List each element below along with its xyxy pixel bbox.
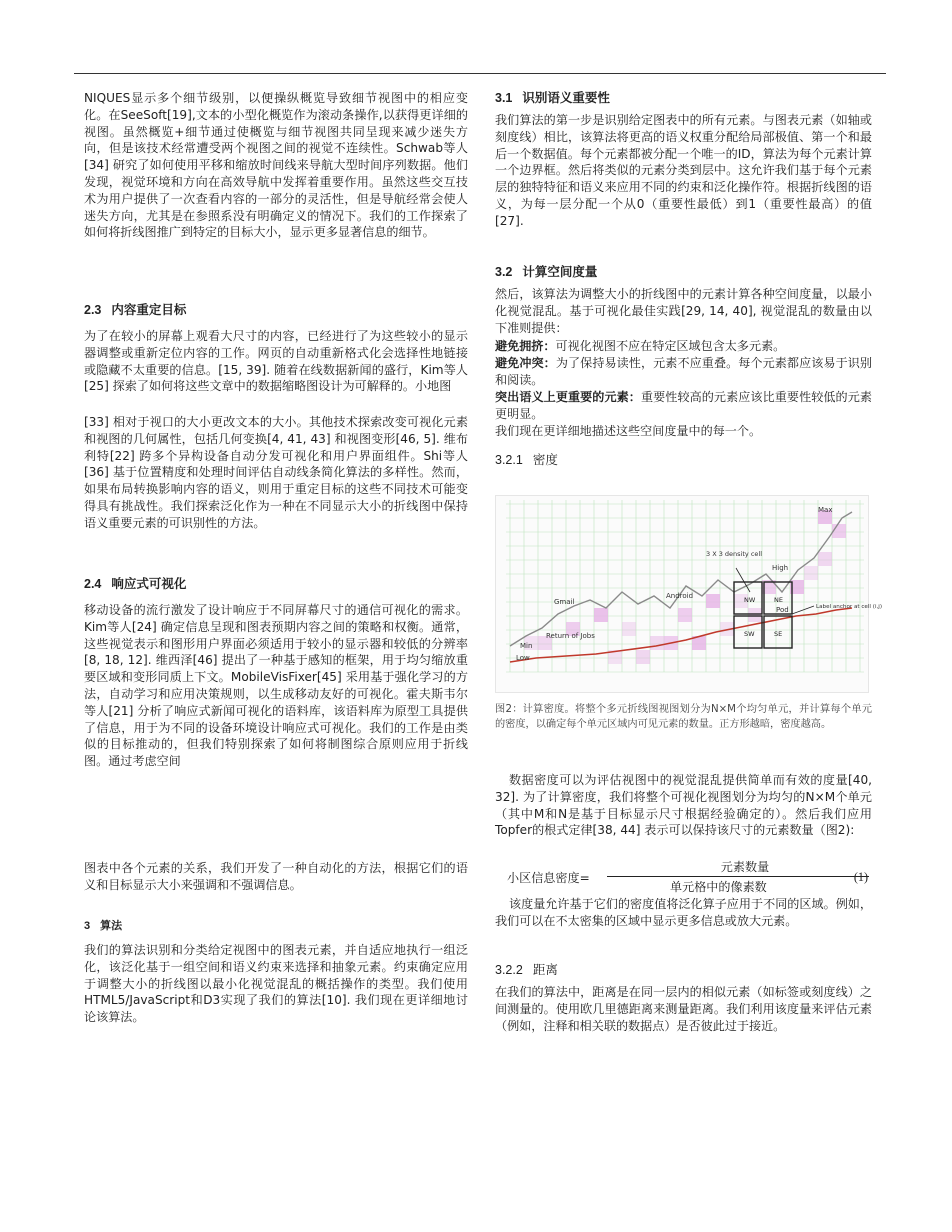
label-max: Max (818, 506, 833, 514)
equation-numerator: 元素数量 (720, 860, 770, 874)
label-density-cell: 3 X 3 density cell (706, 550, 763, 558)
equation-1 (495, 858, 872, 898)
density-cell (636, 650, 650, 664)
rule-avoid-crowding (495, 338, 872, 355)
section-title: 密度 (532, 453, 558, 467)
rule-body: 重要性较高的元素应该比重要性较低的元素更明显。 (495, 390, 872, 421)
label-return-of-jobs: Return of Jobs (546, 632, 595, 640)
density-cell (748, 608, 762, 622)
section-number: 3.2.1 (495, 453, 523, 467)
density-cell (818, 552, 832, 566)
rule-head: 突出语义上更重要的元素： (495, 390, 641, 404)
rule-head: 避免拥挤： (495, 339, 556, 353)
grid-lines (506, 500, 864, 672)
section-number: 2.3 (84, 303, 102, 317)
section-title: 识别语义重要性 (522, 91, 610, 105)
label-sw: SW (744, 630, 755, 638)
equation-number: (1) (853, 870, 868, 884)
label-android: Android (666, 592, 694, 600)
density-figure-graphic (496, 496, 883, 692)
section-2-4-paragraph: 移动设备的流行激发了设计响应于不同屏幕尺寸的通信可视化的需求。Kim等人[24] 确定信息呈现和图表预期内容之间的策略和权衡。通常，这些视觉表示和图形用户界面必须适用于较小的显示器和较低的分辨率[8, 18, 12]. 维西泽[46] 提出了一种基于感知的框架，用于均匀缩放重要区域和变形同质上下文。MobileVisFixer[45] 采用基于强化学习的方法，自动学习和应用决策规则，以生成移动友好的可视化。霍夫斯韦尔等人[21] 分析了响应式新闻可视化的语料库，该语料库为原型工具提供了信息，用于为不同的设备环境设计响应式可视化。我们的工作是由类似的目标推动的，但我们特别探索了如何将制图综合原则应用于折线图。通过考虑空间 (84, 603, 468, 769)
density-cell (804, 566, 818, 580)
section-number: 3.2.2 (495, 963, 523, 977)
section-2-3-paragraph-1: 为了在较小的屏幕上观看大尺寸的内容，已经进行了为这些较小的显示器调整或重新定位内容的工作。网页的自动重新格式化会选择性地链接或隐藏不太重要的信息。[15, 39]. 随着在线数据新闻的盛行，Kim等人[25] 探索了如何将这些文章中的数据缩略图设计为可解释的。小地图 (84, 329, 468, 394)
section-title: 计算空间度量 (522, 265, 598, 279)
section-number: 3 (84, 920, 91, 932)
label-se: SE (774, 630, 783, 638)
rule-avoid-collision (495, 355, 872, 389)
equation-label: 小区信息密度= (507, 871, 590, 885)
equation-denominator: 单元格中的像素数 (670, 880, 767, 894)
section-3-2-2-paragraph: 在我们的算法中，距离是在同一层内的相似元素（如标签或刻度线）之间测量的。使用欧几里德距离来测量距离。我们利用该度量来评估元素（例如，注释和相关联的数据点）是否彼此过于接近。 (495, 985, 872, 1033)
rule-body: 可视化视图不应在特定区域包含太多元素。 (555, 339, 786, 353)
label-low: Low (516, 654, 530, 662)
section-3-2-1-heading (495, 452, 872, 468)
density-cell (622, 622, 636, 636)
section-number: 3.1 (495, 91, 513, 105)
section-3-1-paragraph: 我们算法的第一步是识别给定图表中的所有元素。与图表元素（如轴或刻度线）相比，该算法将更高的语义权重分配给局部极值、第一个和最后一个数据值。每个元素都被分配一个唯一的ID，算法为每个元素计算一个边界框。然后将类似的元素分类到层中。这允许我们基于每个元素层的独特特征和语义来应用不同的约束和泛化操作符。根据折线图的语义，为每一层分配一个从0（重要性最低）到1（重要性最高）的值[27]. (495, 113, 872, 228)
section-2-3-paragraph-2: [33] 相对于视口的大小更改文本的大小。其他技术探索改变可视化元素和视图的几何属性，包括几何变换[4, 41, 43] 和视图变形[46, 5]. 维布利特[22] 跨多个异构设备自动分发可视化和用户界面组件。Shi等人[36] 基于位置精度和处理时间评估自动线条简化算法的多样性。然而，如果布局转换影响内容的语义，则用于重定目标的这些不同技术可能变得具有挑战性。我们探索泛化作为一种在不同显示大小的折线图中保持语义重要元素的可识别性的方法。 (84, 415, 468, 530)
section-2-4-heading (84, 576, 468, 592)
section-3-1-heading (495, 90, 872, 106)
label-anchor: Label anchor at cell (i,j) (816, 604, 883, 610)
section-3-heading (84, 918, 468, 934)
rule-body: 为了保持易读性，元素不应重叠。每个元素都应该易于识别和阅读。 (495, 356, 872, 387)
section-title: 算法 (100, 920, 123, 932)
label-pod: Pod (776, 606, 789, 614)
section-2-3-heading (84, 302, 468, 318)
figure-caption: 图2：计算密度。将整个多元折线图视图划分为N×M个均匀单元，并计算每个单元的密度，以确定每个单元区域内可见元素的数量。正方形越暗，密度越高。 (495, 704, 872, 730)
section-number: 2.4 (84, 577, 102, 591)
after-equation-paragraph: 该度量允许基于它们的密度值将泛化算子应用于不同的区域。例如，我们可以在不太密集的区域中显示更多信息或放大元素。 (495, 897, 872, 928)
section-3-paragraph: 我们的算法识别和分类给定视图中的图表元素，并自适应地执行一组泛化，该泛化基于一组空间和语义约束来选择和抽象元素。约束确定应用于调整大小的折线图以最小化视觉混乱的概括操作的类型。我们使用HTML5/JavaScript和D3实现了我们的算法[10]. 我们现在更详细地讨论该算法。 (84, 943, 468, 1025)
intro-paragraph: NIQUES显示多个细节级别，以便操纵概览导致细节视图中的相应变化。在SeeSoft[19],文本的小型化概览作为滚动条操作,以获得更详细的视图。虽然概览+细节通过使概览与细节视图共同呈现来减少迷失方向，但是该技术经常遭受两个视图之间的视觉不连续性。Schwab等人[34] 研究了如何使用平移和缩放时间线来导航大型时间序列数据。他们发现，视觉环境和方向在高效导航中发挥着重要作用。虽然这些交互技术为用户提供了一次查看内容的一部分的灵活性，但是导航经常会使人迷失方向，尤其是在参照系没有明确定义的情况下。我们的工作探索了如何将折线图推广到特定的目标大小，显示更多显著信息的细节。 (84, 91, 468, 240)
continued-paragraph: 图表中各个元素的关系，我们开发了一种自动化的方法，根据它们的语义和目标显示大小来强调和不强调信息。 (84, 861, 468, 892)
rule-head: 避免冲突： (495, 356, 556, 370)
density-paragraph: 数据密度可以为评估视图中的视觉混乱提供简单而有效的度量[40, 32]. 为了计算密度，我们将整个可视化视图划分为均匀的N×M个单元（其中M和N是基于目标显示尺寸根据经验确定的）。然后我们应用Topfer的根式定律[38, 44] 表示可以保持该尺寸的元素数量（图2): (495, 773, 872, 838)
label-ne: NE (774, 596, 783, 604)
section-3-2-2-heading (495, 962, 872, 978)
section-title: 距离 (532, 963, 558, 977)
fraction-bar (607, 876, 869, 877)
section-3-2-paragraph: 然后，该算法为调整大小的折线图中的元素计算各种空间度量，以最小化视觉混乱。基于可视化最佳实践[29, 14, 40], 视觉混乱的数量由以下准则提供： (495, 287, 872, 335)
density-cell (706, 594, 720, 608)
section-title: 内容重定目标 (111, 303, 187, 317)
section-3-2-tail: 我们现在更详细地描述这些空间度量中的每一个。 (495, 424, 762, 438)
rule-highlight-semantic (495, 389, 872, 423)
header-rule (74, 73, 886, 74)
section-number: 3.2 (495, 265, 513, 279)
label-high: High (772, 564, 789, 572)
density-cell (650, 636, 664, 650)
anchor-leader (792, 606, 814, 614)
density-figure (495, 495, 883, 693)
section-title: 响应式可视化 (111, 577, 187, 591)
label-min: Min (520, 642, 533, 650)
density-cell (678, 608, 692, 622)
section-3-2-heading (495, 264, 872, 280)
label-nw: NW (744, 596, 756, 604)
density-cell (594, 608, 608, 622)
label-gmail: Gmail (554, 598, 575, 606)
